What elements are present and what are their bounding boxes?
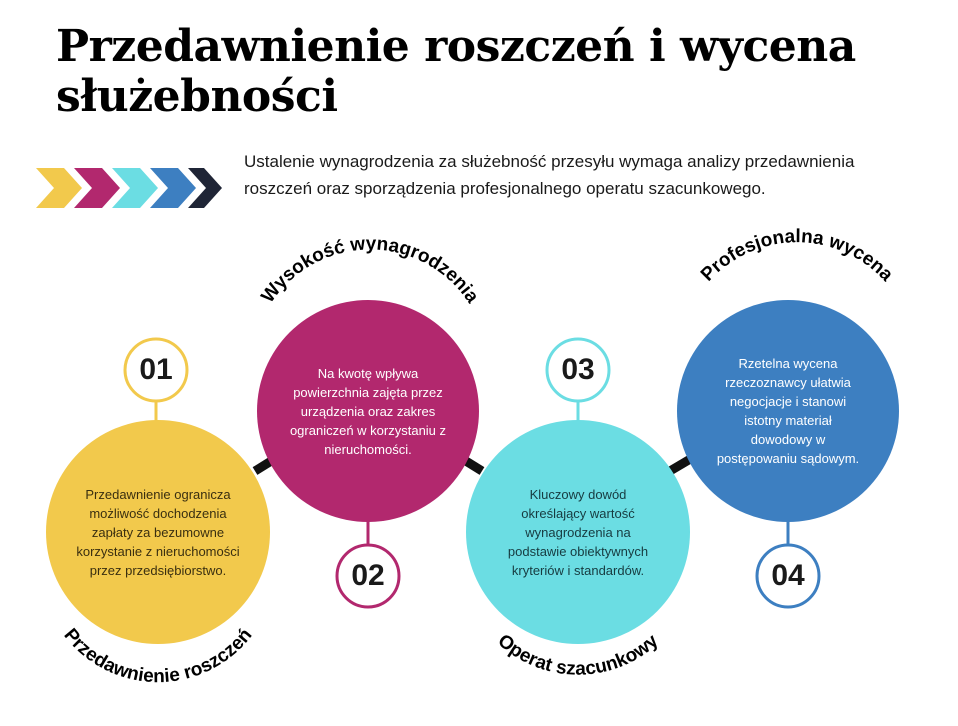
- number-01: 01: [139, 353, 173, 386]
- number-03: 03: [561, 353, 595, 386]
- text-step-2: Na kwotę wpływa powierzchnia zajęta przez urządzenia oraz zakres ograniczeń w korzystaniu z nieruchomości.: [289, 365, 447, 457]
- heading-step-3: Operat szacunkowy: [493, 630, 663, 680]
- page-title: Przedawnienie roszczeń i wycena służebności: [56, 21, 856, 122]
- text-step-3: Kluczowy dowód określający wartość wynagrodzenia na podstawie obiektywnych kryteriów i standardów.: [507, 486, 649, 578]
- number-02: 02: [351, 559, 385, 592]
- heading-step-1: Przedawnienie roszczeń: [59, 624, 257, 688]
- number-04: 04: [771, 559, 805, 592]
- text-step-1: Przedawnienie ogranicza możliwość dochodzenia zapłaty za bezumowne korzystanie z nieruchomości przez przedsiębiorstwo.: [76, 486, 240, 578]
- heading-step-2: Wysokość wynagrodzenia: [257, 233, 483, 307]
- intro-text: Ustalenie wynagrodzenia za służebność przesyłu wymaga analizy przedawnienia roszczeń oraz sporządzenia profesjonalnego operatu szacunkowego.: [244, 152, 855, 198]
- text-step-4: Rzetelna wycena rzeczoznawcy ułatwia negocjacje i stanowi istotny materiał dowodowy w postępowaniu sądowym.: [716, 356, 860, 466]
- heading-step-4: Profesjonalna wycena: [697, 226, 898, 286]
